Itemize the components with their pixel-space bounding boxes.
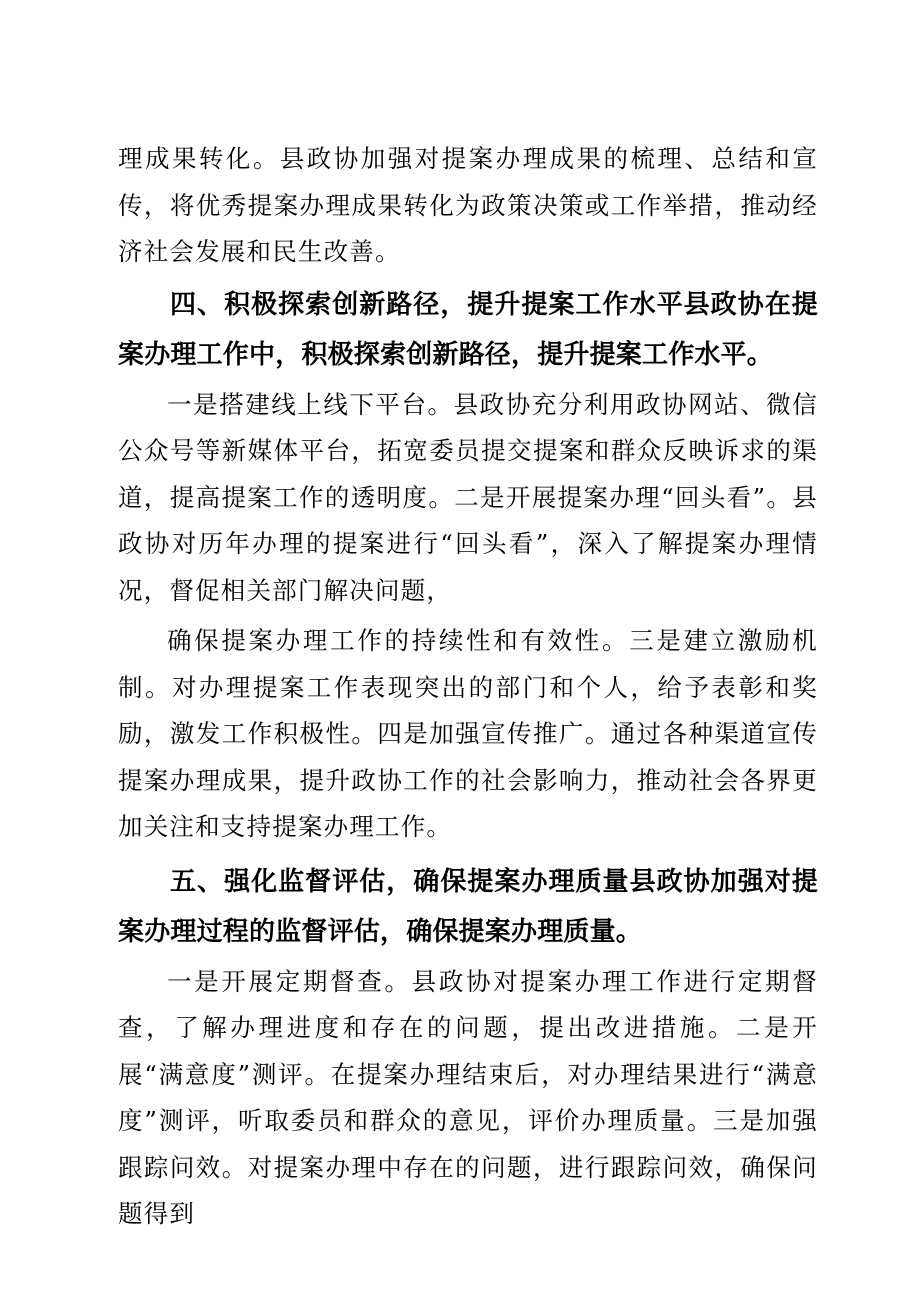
paragraph-continuation: 理成果转化。县政协加强对提案办理成果的梳理、总结和宣传，将优秀提案办理成果转化为政策决策或工作举措，推动经济社会发展和民生改善。	[118, 144, 818, 266]
section-heading-five: 五、强化监督评估，确保提案办理质量县政协加强对提案办理过程的监督评估，确保提案办理质量。	[118, 866, 818, 947]
paragraph-section-five: 一是开展定期督查。县政协对提案办理工作进行定期督查，了解办理进度和存在的问题，提出改进措施。二是开展“满意度”测评。在提案办理结束后，对办理结果进行“满意度”测评，听取委员和群众的意见，评价办理质量。三是加强跟踪问效。对提案办理中存在的问题，进行跟踪问效，确保问题得到	[118, 966, 818, 1228]
section-heading-four: 四、积极探索创新路径，提升提案工作水平县政协在提案办理工作中，积极探索创新路径，提升提案工作水平。	[118, 289, 818, 370]
paragraph-section-four-b: 确保提案办理工作的持续性和有效性。三是建立激励机制。对办理提案工作表现突出的部门和个人，给予表彰和奖励，激发工作积极性。四是加强宣传推广。通过各种渠道宣传提案办理成果，提升政协工作的社会影响力，推动社会各界更加关注和支持提案办理工作。	[118, 626, 818, 841]
paragraph-section-four-a: 一是搭建线上线下平台。县政协充分利用政协网站、微信公众号等新媒体平台，拓宽委员提交提案和群众反映诉求的渠道，提高提案工作的透明度。二是开展提案办理“回头看”。县政协对历年办理的提案进行“回头看”，深入了解提案办理情况，督促相关部门解决问题，	[118, 389, 818, 605]
document-body	[118, 136, 818, 1238]
